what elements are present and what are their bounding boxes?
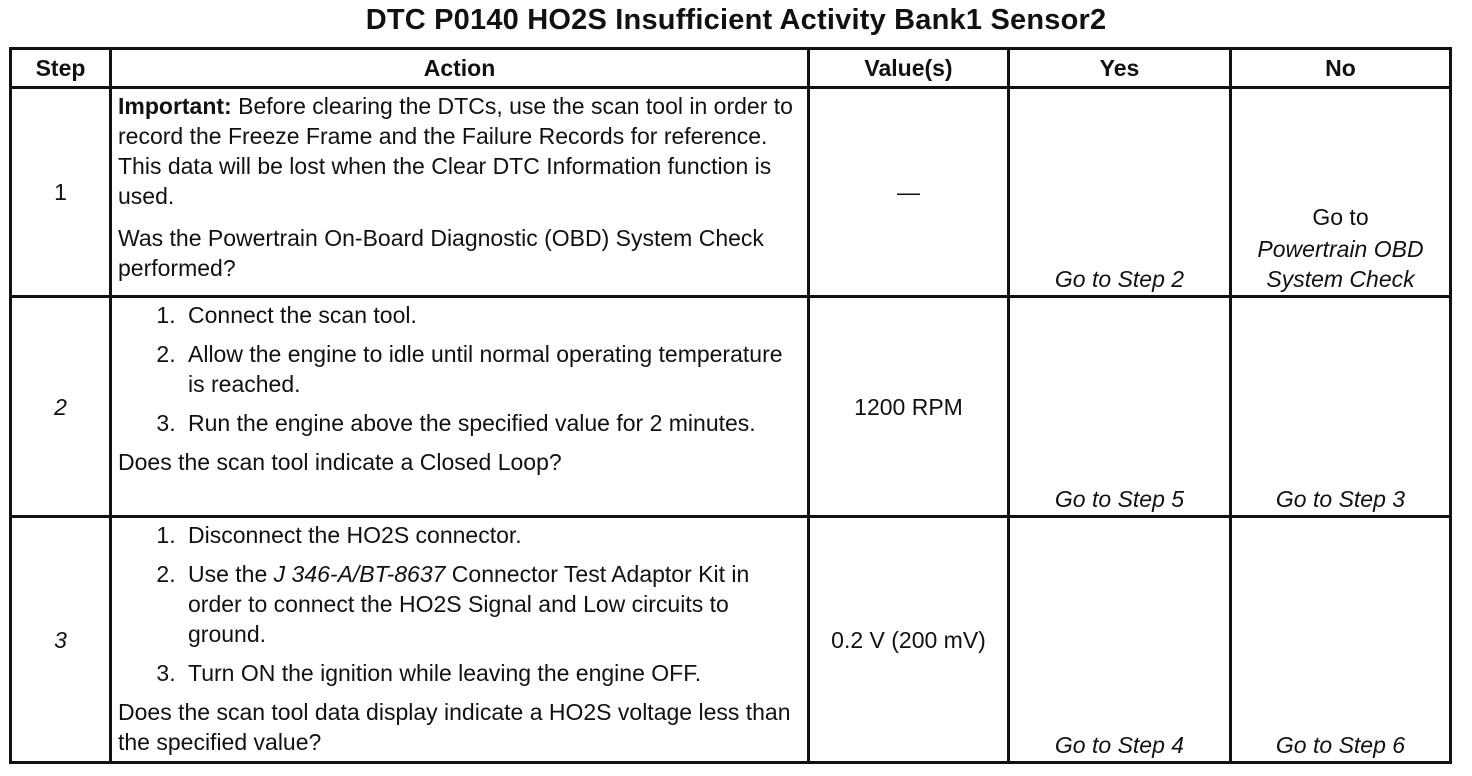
- action-cell: [111, 88, 809, 297]
- header-action: Action: [111, 49, 809, 88]
- no-action: [1231, 88, 1451, 297]
- list-item: [182, 559, 801, 649]
- diagnostic-table: [9, 47, 1452, 764]
- no-link: Powertrain OBD System Check: [1257, 236, 1424, 292]
- step-question: Does the scan tool data display indicate a HO2S voltage less than the specified value?: [118, 699, 791, 755]
- no-action: Go to Step 3: [1231, 297, 1451, 517]
- list-item: 3. Turn ON the ignition while leaving the engine OFF.: [182, 658, 801, 688]
- no-prefix: Go to: [1312, 204, 1369, 230]
- important-label: Important:: [118, 93, 232, 119]
- table-header-row: [11, 49, 1451, 88]
- action-cell: [111, 297, 809, 517]
- list-item: 1. Connect the scan tool.: [182, 300, 801, 330]
- step-list: [118, 520, 801, 688]
- tool-name: J 346-A/BT-8637: [273, 561, 446, 587]
- step-number: 1: [11, 88, 111, 297]
- step-number: 3: [11, 517, 111, 763]
- yes-action: Go to Step 5: [1009, 297, 1231, 517]
- step-question: Was the Powertrain On-Board Diagnostic (OBD) System Check performed?: [118, 225, 764, 281]
- step-list: [118, 300, 801, 438]
- list-item: 1. Disconnect the HO2S connector.: [182, 520, 801, 550]
- header-values: Value(s): [809, 49, 1009, 88]
- list-item: 3. Run the engine above the specified value for 2 minutes.: [182, 408, 801, 438]
- header-step: Step: [11, 49, 111, 88]
- table-row: [11, 88, 1451, 297]
- item-text: Connector Test Adaptor Kit in order to connect the HO2S Signal and Low circuits to ground.: [188, 561, 750, 647]
- step-question: Does the scan tool indicate a Closed Loop?: [118, 449, 562, 475]
- header-no: No: [1231, 49, 1451, 88]
- header-yes: Yes: [1009, 49, 1231, 88]
- page-title: DTC P0140 HO2S Insufficient Activity Bank1 Sensor2: [365, 4, 1107, 36]
- value-cell: —: [809, 88, 1009, 297]
- important-text: Before clearing the DTCs, use the scan tool in order to record the Freeze Frame and the Failure Records for reference. This data will be lost when the Clear DTC Information function is used.: [118, 93, 793, 209]
- action-cell: [111, 517, 809, 763]
- step-number: 2: [11, 297, 111, 517]
- item-text: Use the: [188, 561, 274, 587]
- yes-action: Go to Step 4: [1009, 517, 1231, 763]
- table-row: [11, 297, 1451, 517]
- yes-action: Go to Step 2: [1009, 88, 1231, 297]
- value-cell: 0.2 V (200 mV): [809, 517, 1009, 763]
- list-item: 2. Allow the engine to idle until normal operating temperature is reached.: [182, 339, 801, 399]
- table-row: [11, 517, 1451, 763]
- value-cell: 1200 RPM: [809, 297, 1009, 517]
- no-action: Go to Step 6: [1231, 517, 1451, 763]
- important-note: [118, 91, 801, 211]
